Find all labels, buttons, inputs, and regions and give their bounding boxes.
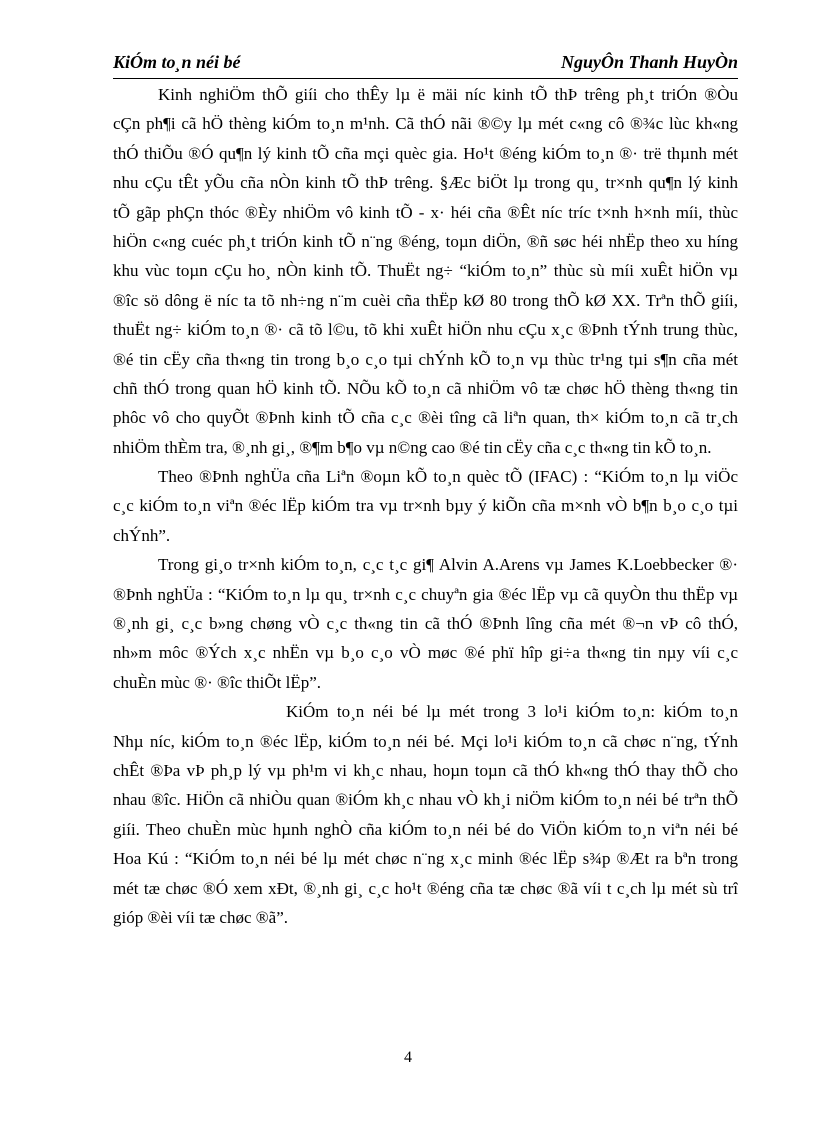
text-line: c¸c kiÓm to¸n viªn ®éc lËp kiÓm tra vµ tr×nh bµy ý kiÕn cña m×nh vÒ b¶n b¸o c¸o tµi xyxy=(113,496,738,516)
text-line: nhiÖm thÈm tra, ®¸nh gi¸, ®¶m b¶o vµ n©ng cao ®é tin cËy cña c¸c th«ng tin kÕ to¸n. xyxy=(113,437,712,457)
text-line: hiÖn c«ng cuéc ph¸t triÓn kinh tÕ n¨ng ®éng, toµn diÖn, ®ñ søc héi nhËp theo xu híng xyxy=(113,231,738,251)
text-line: tÕ gãp phÇn thóc ®Èy nhiÖm vô kinh tÕ - x· héi cña ®Êt níc tríc t×nh h×nh míi, thùc xyxy=(113,202,738,222)
text-line: mét tæ chøc ®Ó xem xÐt, ®¸nh gi¸ c¸c ho¹t ®éng cña tæ chøc ®ã víi t c¸ch lµ mét sù trî xyxy=(113,878,738,898)
text-line: chuÈn mùc ®· ®îc thiÕt lËp”. xyxy=(113,672,322,692)
text-line: Trong gi¸o tr×nh kiÓm to¸n, c¸c t¸c gi¶ Alvin A.Arens vµ James K.Loebbecker ®· xyxy=(158,555,738,575)
text-line: giíi. Theo chuÈn mùc hµnh nghÒ cña kiÓm to¸n néi bé do ViÖn kiÓm to¸n viªn néi bé xyxy=(113,819,738,839)
page-header xyxy=(113,50,738,78)
text-line: cÇn ph¶i cã hÖ thèng kiÓm to¸n m¹nh. Cã thÓ nãi ®©y lµ mét c«ng cô ®¾c lùc kh«ng xyxy=(113,114,738,134)
header-rule xyxy=(113,78,738,79)
text-line: gióp ®èi víi tæ chøc ®ã”. xyxy=(113,907,289,927)
text-line: khu vùc toµn cÇu ho¸ nÒn kinh tÕ. ThuËt ng÷ “kiÓm to¸n” thùc sù míi xuÊt hiÖn vµ xyxy=(113,261,738,281)
text-line: ®îc sö dông ë níc ta tõ nh÷ng n¨m cuèi cña thËp kØ 80 trong thÕ kØ XX. Trªn thÕ giíi, xyxy=(113,290,738,310)
header-document-title: KiÓm to¸n néi bé xyxy=(113,52,241,72)
text-line: Nhµ níc, kiÓm to¸n ®éc lËp, kiÓm to¸n néi bé. Mçi lo¹i kiÓm to¸n cã chøc n¨ng, tÝnh xyxy=(113,731,738,751)
text-line: chñ thÓ trong quan hÖ kinh tÕ. NÕu kÕ to¸n cã nhiÖm vô tæ chøc hÖ thèng th«ng tin xyxy=(113,378,738,398)
text-line: chÝnh”. xyxy=(113,525,171,545)
text-line: KiÓm to¸n néi bé lµ mét trong 3 lo¹i kiÓm to¸n: kiÓm to¸n xyxy=(286,702,738,722)
text-line: ®¸nh gi¸ c¸c b»ng chøng vÒ c¸c th«ng tin cã thÓ ®Þnh lîng cña mét ®¬n vÞ cô thÓ, xyxy=(113,614,738,634)
text-line: phôc vô cho quyÕt ®Þnh kinh tÕ cña c¸c ®èi tîng cã liªn quan, th× kiÓm to¸n cã tr¸ch xyxy=(113,408,738,428)
text-line: Hoa Kú : “KiÓm to¸n néi bé lµ mét chøc n¨ng x¸c minh ®éc lËp s¾p ®Æt ra bªn trong xyxy=(113,849,738,869)
text-line: chÊt ®Þa vÞ ph¸p lý vµ ph¹m vi kh¸c nhau, hoµn toµn cã thÓ kh«ng thÓ thay thÕ cho xyxy=(113,760,738,780)
text-line: nhu cÇu tÊt yÕu cña nÒn kinh tÕ thÞ trêng. §Æc biÖt lµ trong qu¸ tr×nh qu¶n lý kinh xyxy=(113,173,738,193)
text-line: nhau ®îc. HiÖn cã nhiÒu quan ®iÓm kh¸c nhau vÒ kh¸i niÖm kiÓm to¸n néi bé trªn thÕ xyxy=(113,790,738,810)
page-number: 4 xyxy=(404,1049,412,1066)
text-line: Kinh nghiÖm thÕ giíi cho thÊy lµ ë mäi níc kinh tÕ thÞ trêng ph¸t triÓn ®Òu xyxy=(158,85,738,104)
text-line: nh»m môc ®Ých x¸c nhËn vµ b¸o c¸o vÒ møc ®é phï hîp gi÷a th«ng tin nµy víi c¸c xyxy=(113,643,738,663)
text-line: thuËt ng÷ kiÓm to¸n ®· cã tõ l©u, tõ khi xuÊt hiÖn nhu cÇu x¸c ®Þnh tÝnh trung thùc, xyxy=(113,320,738,340)
document-body xyxy=(113,80,738,932)
text-line: Theo ®Þnh nghÜa cña Liªn ®oµn kÕ to¸n quèc tÕ (IFAC) : “KiÓm to¸n lµ viÖc xyxy=(158,467,738,487)
text-line: ®Þnh nghÜa : “KiÓm to¸n lµ qu¸ tr×nh c¸c chuyªn gia ®éc lËp vµ cã quyÒn thu thËp vµ xyxy=(113,584,738,604)
text-line: ®é tin cËy cña th«ng tin trong b¸o c¸o tµi chÝnh kÕ to¸n vµ thùc tr¹ng tµi s¶n cña mét xyxy=(113,349,738,369)
text-line: thÓ thiÕu ®Ó qu¶n lý kinh tÕ cña mçi quèc gia. Ho¹t ®éng kiÓm to¸n ®· trë thµnh mét xyxy=(113,143,738,163)
header-author-name: NguyÔn Thanh HuyÒn xyxy=(560,52,738,72)
